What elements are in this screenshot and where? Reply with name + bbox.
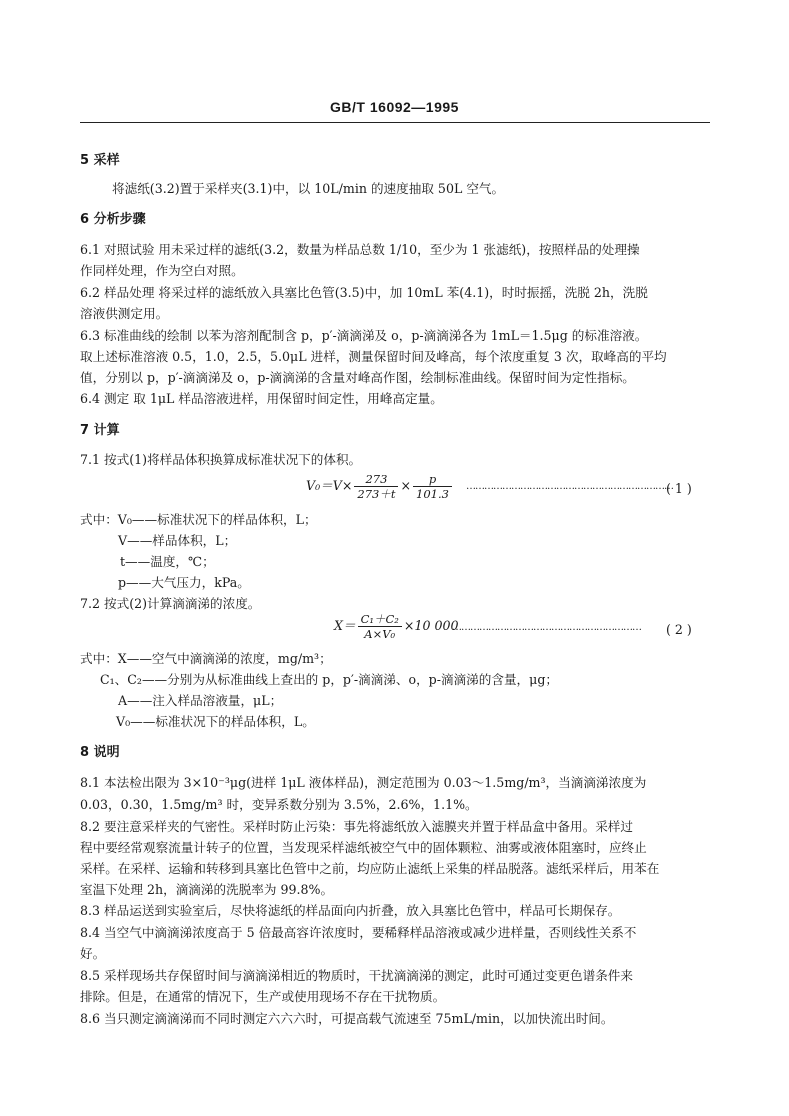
clause-8-6: 8.6 当只测定滴滴涕而不同时测定六六六时，可提高载气流速至 75mL/min，以加快流出时间。: [80, 1011, 614, 1026]
clause-8-4-line-1: 8.4 当空气中滴滴涕浓度高于 5 倍最高容许浓度时，要稀释样品溶液或减少进样量，否则线性关系不: [80, 925, 637, 940]
where-2-line-4: V₀——标准状况下的样品体积，L。: [116, 714, 315, 729]
equation-2-numerator: C₁＋C₂: [358, 612, 402, 627]
clause-8-5-line-1: 8.5 采样现场共存保留时间与滴滴涕相近的物质时，干扰滴滴涕的测定，此时可通过变更色谱条件来: [80, 968, 633, 983]
equation-2: [334, 612, 459, 641]
clause-6-3-line-3: 值，分别以 p，p′-滴滴涕及 o，p-滴滴涕的含量对峰高作图，绘制标准曲线。保留时间为定性指标。: [80, 370, 635, 385]
equation-2-rhs: ×10 000: [403, 618, 459, 633]
section-5-title: 5 采样: [80, 153, 120, 168]
where-2-line-3: A——注入样品溶液量，μL；: [118, 693, 283, 708]
where-1-line-1: 式中：V₀——标准状况下的样品体积，L；: [80, 512, 317, 527]
equation-2-number: ( 2 ): [666, 622, 692, 637]
standard-number-header: GB/T 16092—1995: [330, 99, 459, 115]
clause-6-3-line-1: 6.3 标准曲线的绘制 以苯为溶剂配制含 p，p′-滴滴涕及 o，p-滴滴涕各为 1mL＝1.5μg 的标准溶液。: [80, 328, 648, 343]
equation-2-denominator: A×V₀: [364, 627, 396, 641]
clause-8-2-line-3: 采样。在采样、运输和转移到具塞比色管中之前，均应防止滤纸上采集的样品脱落。滤纸采样后，用苯在: [80, 861, 660, 876]
equation-2-lhs: X＝: [334, 618, 356, 633]
fraction-1-numerator: 273: [354, 472, 398, 487]
section-7-title: 7 计算: [80, 423, 120, 438]
clause-7-1: 7.1 按式(1)将样品体积换算成标准状况下的体积。: [80, 452, 362, 467]
where-1-line-4: p——大气压力，kPa。: [118, 575, 250, 590]
equation-1-fraction-1: [354, 472, 398, 501]
equation-1-times: ×: [400, 478, 412, 493]
equation-2-leader-dots: ………………………………………………………: [452, 622, 641, 633]
clause-7-2: 7.2 按式(2)计算滴滴涕的浓度。: [80, 596, 261, 611]
clause-6-2-line-2: 溶液供测定用。: [80, 306, 169, 321]
equation-1: [306, 472, 454, 501]
clause-8-5-line-2: 排除。但是，在通常的情况下，生产或使用现场不存在干扰物质。: [80, 989, 446, 1004]
where-2-line-2: C₁、C₂——分别为从标准曲线上查出的 p，p′-滴滴涕、o，p-滴滴涕的含量，μg；: [100, 672, 558, 687]
clause-6-4: 6.4 测定 取 1μL 样品溶液进样，用保留时间定性，用峰高定量。: [80, 391, 443, 406]
clause-8-3: 8.3 样品运送到实验室后，尽快将滤纸的样品面向内折叠，放入具塞比色管中，样品可长期保存。: [80, 903, 621, 918]
section-5-text: 将滤纸(3.2)置于采样夹(3.1)中，以 10L/min 的速度抽取 50L 空气。: [112, 181, 505, 196]
clause-8-4-line-2: 好。: [80, 946, 106, 961]
header-rule: [80, 122, 710, 123]
fraction-2-denominator: 101.3: [416, 487, 449, 501]
clause-8-1-line-2: 0.03，0.30，1.5mg/m³ 时，变异系数分别为 3.5%，2.6%，1.1%。: [80, 797, 478, 812]
clause-8-2-line-4: 室温下处理 2h，滴滴涕的洗脱率为 99.8%。: [80, 882, 334, 897]
fraction-1-denominator: 273＋t: [357, 487, 396, 501]
equation-1-leader-dots: ……………………………………………………………: [466, 481, 673, 492]
where-1-line-3: t——温度，℃；: [120, 554, 215, 569]
clause-6-3-line-2: 取上述标准溶液 0.5，1.0，2.5，5.0μL 进样，测量保留时间及峰高，每个浓度重复 3 次，取峰高的平均: [80, 349, 667, 364]
section-6-title: 6 分析步骤: [80, 212, 146, 227]
clause-8-1-line-1: 8.1 本法检出限为 3×10⁻³μg(进样 1μL 液体样品)，测定范围为 0.03～1.5mg/m³，当滴滴涕浓度为: [80, 775, 647, 790]
equation-1-fraction-2: [413, 472, 452, 501]
where-2-line-1: 式中：X——空气中滴滴涕的浓度，mg/m³；: [80, 651, 332, 666]
equation-2-fraction: [358, 612, 402, 641]
clause-6-2-line-1: 6.2 样品处理 将采过样的滤纸放入具塞比色管(3.5)中，加 10mL 苯(4.1)，时时振摇，洗脱 2h，洗脱: [80, 285, 648, 300]
clause-8-2-line-2: 程中要经常观察流量计转子的位置，当发现采样滤纸被空气中的固体颗粒、油雾或液体阻塞时，应终止: [80, 840, 647, 855]
clause-6-1-line-2: 作同样处理，作为空白对照。: [80, 263, 244, 278]
clause-8-2-line-1: 8.2 要注意采样夹的气密性。采样时防止污染：事先将滤纸放入滤膜夹并置于样品盒中备用。采样过: [80, 819, 633, 834]
equation-1-lhs: V₀＝V×: [306, 478, 353, 493]
fraction-2-numerator: p: [413, 472, 452, 487]
where-1-line-2: V——样品体积，L；: [118, 533, 237, 548]
section-8-title: 8 说明: [80, 745, 120, 760]
clause-6-1-line-1: 6.1 对照试验 用未采过样的滤纸(3.2，数量为样品总数 1/10，至少为 1 张滤纸)，按照样品的处理操: [80, 242, 640, 257]
equation-1-number: ( 1 ): [666, 481, 692, 496]
